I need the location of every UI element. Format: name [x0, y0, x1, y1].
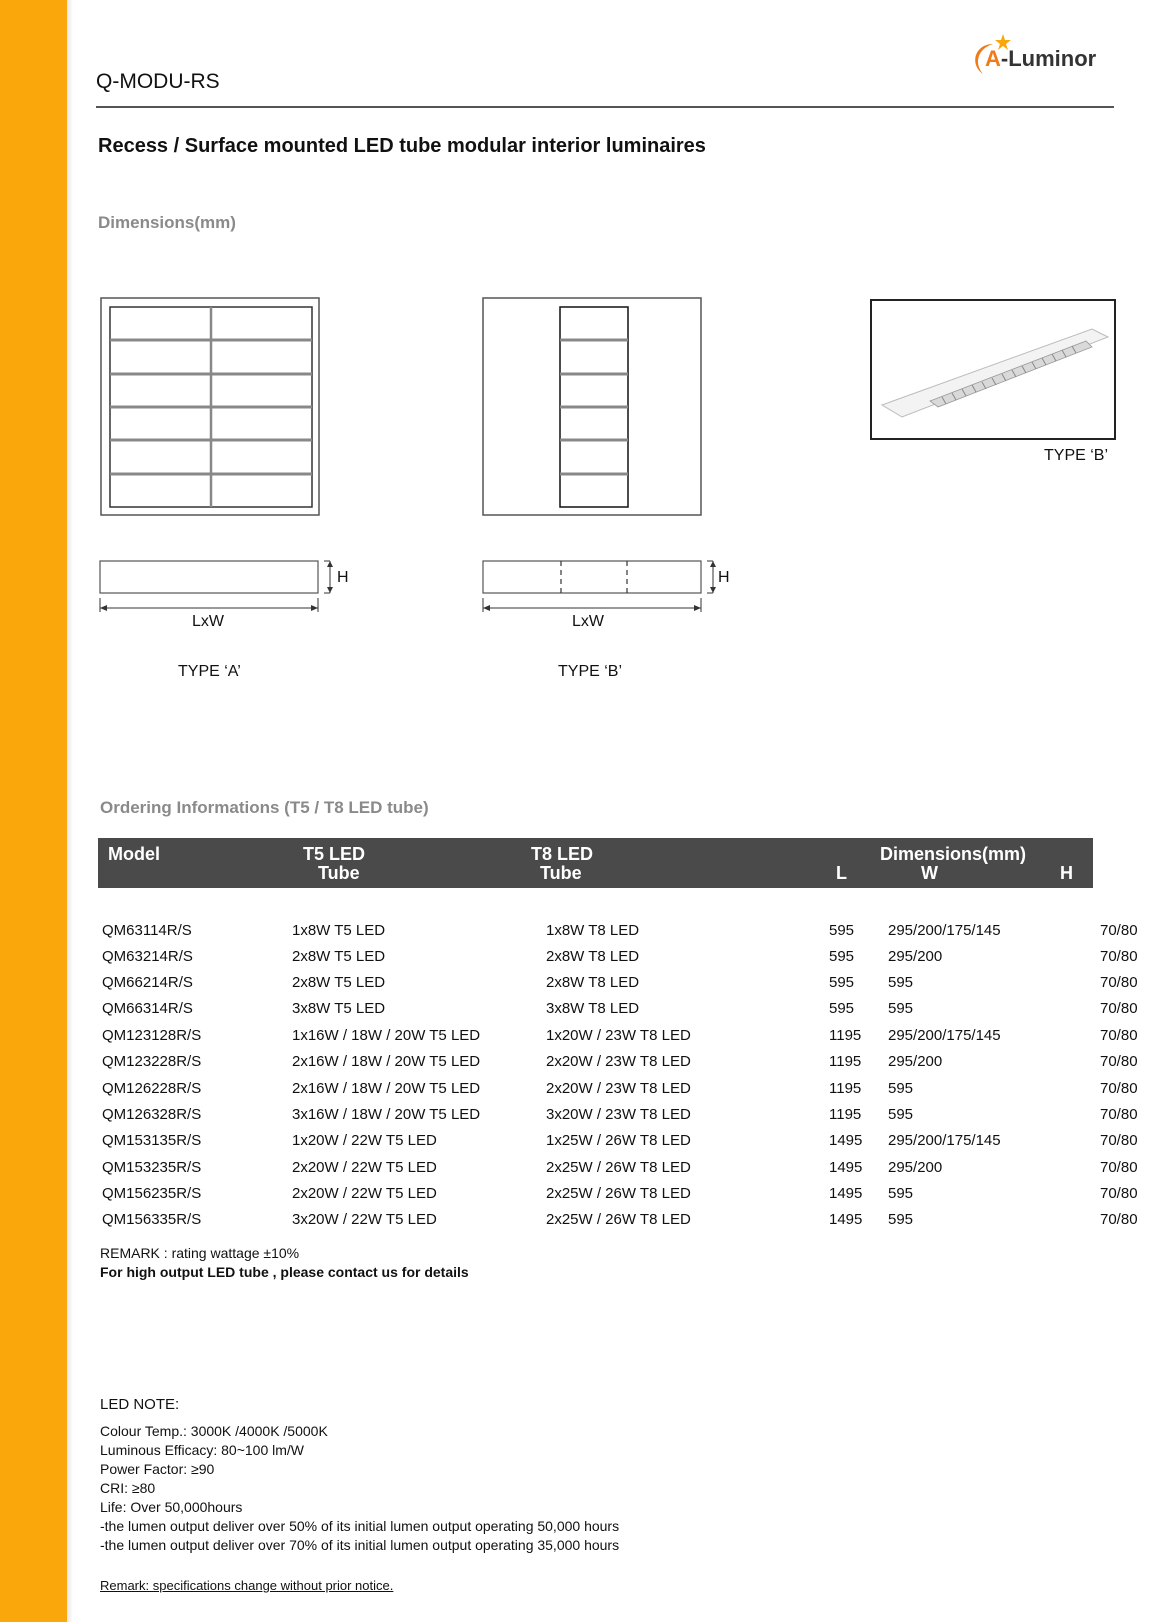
cell-t5: 3x8W T5 LED: [292, 1000, 386, 1017]
type-b-side-view-diagram: [481, 558, 741, 618]
cell-l: 1195: [829, 1106, 862, 1123]
cell-model: QM156335R/S: [102, 1211, 202, 1228]
cell-l: 595: [829, 974, 855, 991]
ordering-table: [98, 838, 1138, 1228]
cell-model: QM156235R/S: [102, 1185, 202, 1202]
cell-model: QM123228R/S: [102, 1053, 202, 1070]
table-row: [98, 1185, 1138, 1207]
cell-l: 1495: [829, 1185, 863, 1202]
cell-t8: 3x20W / 23W T8 LED: [546, 1106, 691, 1123]
cell-l: 1495: [829, 1211, 863, 1228]
cell-h: 70/80: [1100, 1106, 1138, 1123]
cell-model: QM153135R/S: [102, 1132, 202, 1149]
cell-h: 70/80: [1100, 1027, 1138, 1044]
cell-t5: 1x16W / 18W / 20W T5 LED: [292, 1027, 481, 1044]
header-dimensions: Dimensions(mm): [880, 844, 1027, 864]
cell-h: 70/80: [1100, 1053, 1138, 1070]
led-note-title: LED NOTE:: [100, 1396, 180, 1413]
cell-h: 70/80: [1100, 1000, 1138, 1017]
cell-model: QM63214R/S: [102, 948, 193, 965]
led-note-line: -the lumen output deliver over 70% of its initial lumen output operating 35,000 hours: [100, 1537, 620, 1553]
product-code: Q-MODU-RS: [96, 70, 220, 93]
ordering-heading: Ordering Informations (T5 / T8 LED tube): [100, 798, 429, 817]
table-row: [98, 1132, 1138, 1154]
cell-t8: 2x8W T8 LED: [546, 974, 640, 991]
table-row: [98, 1211, 1138, 1233]
cell-w: 295/200: [888, 948, 943, 965]
cell-t8: 1x25W / 26W T8 LED: [546, 1132, 691, 1149]
table-row: [98, 922, 1138, 944]
table-header: [98, 838, 1093, 888]
cell-w: 295/200: [888, 1159, 943, 1176]
cell-t8: 2x20W / 23W T8 LED: [546, 1053, 691, 1070]
header-t5-line1: T5 LED: [303, 844, 366, 864]
cell-w: 595: [888, 1080, 914, 1097]
cell-t8: 1x20W / 23W T8 LED: [546, 1027, 691, 1044]
logo-wordmark: A-Luminor: [985, 46, 1097, 71]
table-row: [98, 1000, 1138, 1022]
cell-l: 1195: [829, 1080, 862, 1097]
cell-h: 70/80: [1100, 1211, 1138, 1228]
cell-l: 1495: [829, 1159, 863, 1176]
cell-w: 295/200: [888, 1053, 943, 1070]
header-h: H: [1060, 863, 1073, 883]
cell-w: 595: [888, 1185, 914, 1202]
cell-h: 70/80: [1100, 1132, 1138, 1149]
side-bar-shadow: [67, 0, 73, 1622]
luminaire-photo-icon: [872, 301, 1114, 438]
dimensions-heading: Dimensions(mm): [98, 213, 236, 232]
cell-t8: 1x8W T8 LED: [546, 922, 640, 939]
cell-h: 70/80: [1100, 1080, 1138, 1097]
header-t8-line2: Tube: [540, 863, 582, 883]
cell-t5: 2x8W T5 LED: [292, 948, 386, 965]
cell-t8: 2x8W T8 LED: [546, 948, 640, 965]
led-note-list: [100, 1422, 619, 1555]
header-t8-line1: T8 LED: [531, 844, 594, 864]
type-b-top-view-diagram: [482, 297, 704, 517]
cell-h: 70/80: [1100, 922, 1138, 939]
type-a-height-label: H: [337, 569, 349, 586]
led-note-line: CRI: ≥80: [100, 1480, 156, 1496]
photo-caption: TYPE ‘B’: [1044, 447, 1109, 464]
cell-t5: 2x20W / 22W T5 LED: [292, 1185, 437, 1202]
cell-model: QM63114R/S: [102, 922, 192, 939]
cell-w: 595: [888, 1000, 914, 1017]
led-note-line: Power Factor: ≥90: [100, 1461, 215, 1477]
cell-h: 70/80: [1100, 1159, 1138, 1176]
cell-w: 595: [888, 1106, 914, 1123]
cell-t8: 2x25W / 26W T8 LED: [546, 1185, 691, 1202]
cell-t5: 2x8W T5 LED: [292, 974, 386, 991]
cell-w: 295/200/175/145: [888, 922, 1001, 939]
cell-l: 595: [829, 922, 855, 939]
table-row: [98, 948, 1138, 970]
cell-t5: 2x20W / 22W T5 LED: [292, 1159, 437, 1176]
cell-model: QM126228R/S: [102, 1080, 202, 1097]
type-b-lxw-label: LxW: [572, 613, 604, 630]
type-b-height-label: H: [718, 569, 730, 586]
cell-w: 595: [888, 974, 914, 991]
orange-side-bar: [0, 0, 67, 1622]
cell-t5: 1x20W / 22W T5 LED: [292, 1132, 437, 1149]
cell-l: 1195: [829, 1027, 862, 1044]
cell-t5: 1x8W T5 LED: [292, 922, 386, 939]
table-row: [98, 1053, 1138, 1075]
table-row: [98, 1080, 1138, 1102]
cell-t5: 3x20W / 22W T5 LED: [292, 1211, 437, 1228]
type-b-caption: TYPE ‘B’: [558, 663, 623, 680]
wattage-remark: REMARK : rating wattage ±10%: [100, 1245, 300, 1261]
type-a-caption: TYPE ‘A’: [178, 663, 241, 680]
cell-model: QM123128R/S: [102, 1027, 202, 1044]
page-title: Recess / Surface mounted LED tube modular interior luminaires: [98, 135, 706, 157]
type-b-product-photo: [870, 299, 1116, 440]
cell-t5: 2x16W / 18W / 20W T5 LED: [292, 1053, 481, 1070]
footer-remark: Remark: specifications change without prior notice.: [100, 1578, 394, 1593]
led-note-line: Luminous Efficacy: 80~100 lm/W: [100, 1442, 305, 1458]
brand-logo: [965, 30, 1115, 86]
led-note-line: Colour Temp.: 3000K /4000K /5000K: [100, 1423, 328, 1439]
cell-t5: 3x16W / 18W / 20W T5 LED: [292, 1106, 481, 1123]
cell-l: 1495: [829, 1132, 863, 1149]
led-note-line: -the lumen output deliver over 50% of its initial lumen output operating 50,000 hours: [100, 1518, 620, 1534]
cell-h: 70/80: [1100, 948, 1138, 965]
header-model: Model: [108, 844, 160, 864]
type-a-lxw-label: LxW: [192, 613, 224, 630]
header-w: W: [921, 863, 938, 883]
cell-w: 595: [888, 1211, 914, 1228]
header-divider: [96, 106, 1114, 108]
cell-t8: 2x25W / 26W T8 LED: [546, 1211, 691, 1228]
table-row: [98, 974, 1138, 996]
high-output-note: For high output LED tube , please contact us for details: [100, 1264, 469, 1280]
type-a-top-view-diagram: [100, 297, 322, 517]
cell-h: 70/80: [1100, 1185, 1138, 1202]
cell-l: 595: [829, 948, 855, 965]
cell-t8: 2x20W / 23W T8 LED: [546, 1080, 691, 1097]
table-row: [98, 1159, 1138, 1181]
cell-l: 1195: [829, 1053, 862, 1070]
cell-t5: 2x16W / 18W / 20W T5 LED: [292, 1080, 481, 1097]
led-note-line: Life: Over 50,000hours: [100, 1499, 243, 1515]
cell-model: QM126328R/S: [102, 1106, 202, 1123]
cell-model: QM153235R/S: [102, 1159, 202, 1176]
cell-w: 295/200/175/145: [888, 1027, 1001, 1044]
header-l: L: [836, 863, 847, 883]
cell-t8: 3x8W T8 LED: [546, 1000, 640, 1017]
table-row: [98, 1027, 1138, 1049]
cell-w: 295/200/175/145: [888, 1132, 1001, 1149]
header-t5-line2: Tube: [318, 863, 360, 883]
cell-h: 70/80: [1100, 974, 1138, 991]
cell-l: 595: [829, 1000, 855, 1017]
cell-model: QM66314R/S: [102, 1000, 193, 1017]
cell-model: QM66214R/S: [102, 974, 193, 991]
table-row: [98, 1106, 1138, 1128]
type-a-side-view-diagram: [98, 558, 358, 618]
cell-t8: 2x25W / 26W T8 LED: [546, 1159, 691, 1176]
